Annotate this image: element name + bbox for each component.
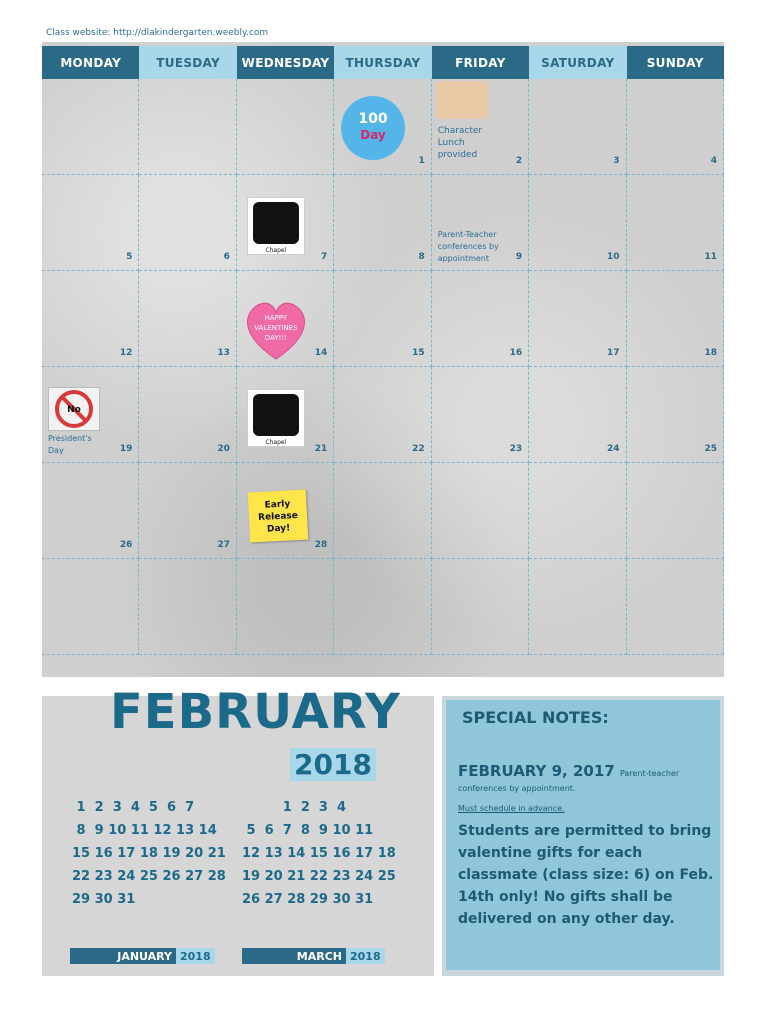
day-cell: 23	[432, 367, 529, 463]
no-school-icon	[48, 387, 100, 431]
calendar-days-grid	[42, 79, 724, 655]
weekday-tuesday: TUESDAY	[139, 46, 236, 79]
january-label: JANUARY	[70, 948, 176, 964]
day-cell: 18	[627, 271, 724, 367]
day-cell: 100 Day 1	[334, 79, 431, 175]
day-cell: 26	[42, 463, 139, 559]
weekday-header	[42, 46, 724, 79]
calendar-grid-wrapper	[42, 42, 724, 677]
march-label-bar	[242, 948, 385, 964]
early-release-text: Early Release Day!	[257, 499, 299, 535]
day-cell: 20	[139, 367, 236, 463]
early-release-note-icon	[248, 490, 309, 543]
weekday-saturday: SATURDAY	[529, 46, 626, 79]
day-cell: 8	[334, 175, 431, 271]
day-cell: 4	[627, 79, 724, 175]
march-mini-calendar: 1 2 3 4 5 6 7 8 9 10 11 12 13 14 15 16 17 18 19 20 21 22 23 24 25 26 27 28 29 30 31	[242, 800, 396, 907]
day-cell: 11	[627, 175, 724, 271]
january-mini-calendar: 1 2 3 4 5 6 7 8 9 10 11 12 13 14 15 16 17 18 19 20 21 22 23 24 25 26 27 28 29 30 31	[72, 800, 226, 907]
day-cell: 13	[139, 271, 236, 367]
day-cell: 6	[139, 175, 236, 271]
day-cell: 10	[529, 175, 626, 271]
day-cell: 24	[529, 367, 626, 463]
day-cell: Chapel 7	[237, 175, 334, 271]
weekday-wednesday: WEDNESDAY	[237, 46, 334, 79]
day-cell: 25	[627, 367, 724, 463]
day-cell	[529, 559, 626, 655]
day-cell	[139, 559, 236, 655]
special-notes-title: SPECIAL NOTES:	[462, 708, 609, 727]
event-parent-teacher: Parent-Teacher conferences by appointment	[437, 230, 499, 263]
day-cell: 17	[529, 271, 626, 367]
month-title: FEBRUARY	[110, 684, 401, 740]
chapel-icon: Chapel	[247, 389, 305, 447]
event-character-lunch: Character Lunch provided	[437, 126, 483, 160]
special-notes-panel	[442, 696, 724, 976]
day-cell	[334, 463, 431, 559]
day-cell: Parent-Teacher conferences by appointment 9	[432, 175, 529, 271]
january-year: 2018	[176, 948, 215, 964]
month-panel	[42, 684, 434, 976]
day-cell: HAPPY VALENTINES DAY!!! 14	[237, 271, 334, 367]
valentines-text: HAPPY VALENTINES DAY!!!	[254, 314, 298, 342]
day-cell: 5	[42, 175, 139, 271]
january-label-bar	[70, 948, 215, 964]
day-cell: 12	[42, 271, 139, 367]
class-website-text: Class website: http://dlakindergarten.weebly.com	[46, 28, 269, 38]
weekday-sunday: SUNDAY	[627, 46, 724, 79]
valentines-heart-icon	[241, 299, 311, 361]
day-cell	[334, 559, 431, 655]
special-notes-date: FEBRUARY 9, 2017 Parent-teacher	[458, 762, 680, 780]
day-cell: 15	[334, 271, 431, 367]
weekday-thursday: THURSDAY	[334, 46, 431, 79]
special-notes-line3: Must schedule in advance.	[458, 804, 565, 813]
weekday-friday: FRIDAY	[432, 46, 529, 79]
svg-text:100: 100	[358, 111, 388, 127]
kids-lunch-icon	[436, 81, 488, 119]
day-cell	[432, 463, 529, 559]
day-cell	[237, 79, 334, 175]
day-cell: 3	[529, 79, 626, 175]
day-cell	[529, 463, 626, 559]
march-year: 2018	[346, 948, 385, 964]
chapel-icon: Chapel	[247, 197, 305, 255]
special-notes-body: Students are permitted to bring valentine gifts for each classmate (class size: 6) on Feb. 14th only! No gifts shall be delivered on any other day.	[458, 823, 714, 927]
day-cell: 22	[334, 367, 431, 463]
event-presidents-day: President's Day	[48, 434, 92, 455]
day-cell	[627, 559, 724, 655]
day-cell: Early Release Day! 28	[237, 463, 334, 559]
day-cell	[432, 559, 529, 655]
day-cell: No President's Day 19	[42, 367, 139, 463]
day-cell: 16	[432, 271, 529, 367]
special-notes-paper	[446, 700, 720, 970]
weekday-monday: MONDAY	[42, 46, 139, 79]
march-label: MARCH	[242, 948, 346, 964]
100th-day-badge-icon	[338, 93, 408, 163]
day-cell	[237, 559, 334, 655]
year-title: 2018	[290, 748, 376, 781]
day-cell: Character Lunch provided 2	[432, 79, 529, 175]
bottom-section	[42, 684, 724, 976]
day-cell	[42, 559, 139, 655]
day-cell: 27	[139, 463, 236, 559]
day-cell	[139, 79, 236, 175]
day-cell	[42, 79, 139, 175]
special-notes-line2: conferences by appointment.	[458, 784, 576, 793]
day-cell	[627, 463, 724, 559]
day-cell: Chapel 21	[237, 367, 334, 463]
svg-text:Day: Day	[360, 128, 387, 142]
svg-text:No: No	[67, 405, 81, 415]
